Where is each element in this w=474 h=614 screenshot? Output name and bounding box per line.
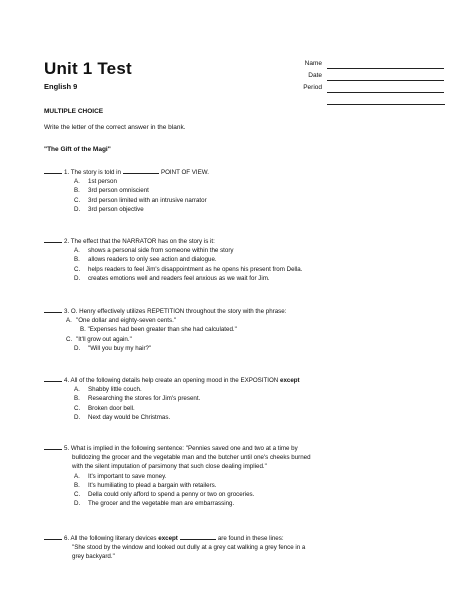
story-title: "The Gift of the Magi": [44, 146, 111, 153]
option-text: Next day would be Christmas.: [88, 413, 171, 421]
answer-blank[interactable]: [44, 236, 62, 243]
answer-blank[interactable]: [44, 306, 62, 313]
option-letter: A.: [74, 472, 80, 480]
option-text: Della could only afford to spend a penny or two on groceries.: [88, 491, 255, 499]
option-a: [44, 177, 444, 186]
date-line[interactable]: [327, 80, 444, 81]
option-b: [44, 394, 444, 403]
question-continuation: grey backyard.": [72, 553, 115, 561]
option-b: [44, 481, 444, 490]
answer-blank[interactable]: [44, 375, 62, 382]
option-b: [44, 255, 444, 264]
inline-blank: [180, 533, 216, 540]
option-letter: D.: [74, 413, 81, 421]
option-text: "It'll grow out again.": [76, 335, 132, 343]
option-letter: B.: [74, 256, 80, 264]
option-b: [44, 325, 444, 334]
page-subtitle: English 9: [44, 82, 78, 91]
option-letter: A.: [74, 247, 80, 255]
option-letter: C.: [74, 404, 81, 412]
option-text: 1st person: [88, 178, 117, 186]
option-text: It's humiliating to plead a bargain with retailers.: [88, 481, 217, 489]
option-text: Broken door bell.: [88, 404, 135, 412]
answer-blank[interactable]: [44, 167, 62, 174]
question-text-post: POINT OF VIEW.: [160, 169, 210, 176]
option-text: 3rd person omniscient: [88, 187, 149, 195]
name-field[interactable]: [292, 60, 452, 70]
option-text: shows a personal side from someone within the story: [88, 247, 234, 255]
option-letter: A.: [66, 317, 72, 325]
period-field[interactable]: [292, 84, 452, 94]
question-continuation: bulldozing the grocer and the vegetable man and the butcher until one's cheeks burned: [72, 454, 311, 462]
option-letter: D.: [74, 500, 81, 508]
option-text: The grocer and the vegetable man are embarrassing.: [88, 500, 235, 508]
option-d: [44, 499, 444, 508]
option-letter: D.: [74, 344, 81, 352]
question-text: 3. O. Henry effectively utilizes REPETITION throughout the story with the phrase:: [64, 308, 287, 315]
inline-blank: [123, 167, 159, 174]
question-6: [44, 533, 444, 562]
option-letter: A.: [74, 178, 80, 186]
question-text-post: are found in these lines:: [217, 535, 284, 542]
option-b: [44, 186, 444, 195]
option-text: helps readers to feel Jim's disappointment as he opens his present from Della.: [88, 265, 303, 273]
question-3: [44, 306, 444, 353]
date-field[interactable]: [292, 72, 452, 82]
option-c: [44, 265, 444, 274]
date-label: Date: [308, 72, 322, 79]
option-letter: C.: [66, 335, 73, 343]
option-a: [44, 472, 444, 481]
instructions: Write the letter of the correct answer in the blank.: [44, 124, 186, 131]
option-letter: C.: [74, 491, 81, 499]
option-a: [44, 316, 444, 325]
option-text: Shabby little couch.: [88, 386, 142, 394]
question-emphasis: except: [158, 535, 178, 542]
question-emphasis: except: [280, 377, 300, 384]
option-d: [44, 344, 444, 353]
page-title: Unit 1 Test: [44, 59, 132, 78]
question-text: 5. What is implied in the following sentence: "Pennies saved one and two at a time by: [64, 445, 298, 452]
extra-line: [327, 104, 445, 105]
section-title: MULTIPLE CHOICE: [44, 108, 104, 115]
option-text: "Will you buy my hair?": [88, 344, 152, 352]
question-2: [44, 236, 444, 283]
option-text: 3rd person limited with an intrusive narrator: [88, 196, 207, 204]
option-text: allows readers to only see action and dialogue.: [88, 256, 217, 264]
option-text: Researching the stores for Jim's present.: [88, 395, 201, 403]
question-text: 6. All the following literary devices: [64, 535, 157, 542]
option-letter: D.: [74, 274, 81, 282]
option-d: [44, 413, 444, 422]
option-text: creates emotions well and readers feel anxious as we wait for Jim.: [88, 274, 270, 282]
option-text: "Expenses had been greater than she had calculated.": [87, 326, 237, 334]
question-text: 4. All of the following details help create an opening mood in the EXPOSITION: [64, 377, 279, 384]
question-continuation: "She stood by the window and looked out dully at a grey cat walking a grey fence in a: [72, 544, 306, 552]
answer-blank[interactable]: [44, 443, 62, 450]
question-text: 2. The effect that the NARRATOR has on the story is it:: [64, 238, 215, 245]
question-continuation: with the silent imputation of parsimony that such close dealing implied.": [72, 463, 267, 471]
option-c: [44, 196, 444, 205]
answer-blank[interactable]: [44, 533, 62, 540]
option-text: "One dollar and eighty-seven cents.": [76, 317, 177, 325]
option-letter: C.: [74, 196, 81, 204]
option-letter: B.: [74, 187, 80, 195]
name-label: Name: [304, 60, 322, 67]
option-d: [44, 274, 444, 283]
period-line[interactable]: [327, 92, 444, 93]
question-1: [44, 167, 444, 214]
option-d: [44, 205, 444, 214]
option-text: It's important to save money.: [88, 472, 167, 480]
option-c: [44, 404, 444, 413]
question-5: [44, 443, 444, 508]
option-c: [44, 490, 444, 499]
question-4: [44, 375, 444, 422]
option-letter: B.: [80, 326, 86, 334]
option-a: [44, 246, 444, 255]
option-letter: C.: [74, 265, 81, 273]
question-text: 1. The story is told in: [64, 169, 121, 176]
option-letter: B.: [74, 481, 80, 489]
option-letter: B.: [74, 395, 80, 403]
option-letter: A.: [74, 386, 80, 394]
option-letter: D.: [74, 205, 81, 213]
option-c: [44, 335, 444, 344]
name-line[interactable]: [327, 68, 444, 69]
option-text: 3rd person objective: [88, 205, 144, 213]
period-label: Period: [303, 84, 322, 91]
option-a: [44, 385, 444, 394]
